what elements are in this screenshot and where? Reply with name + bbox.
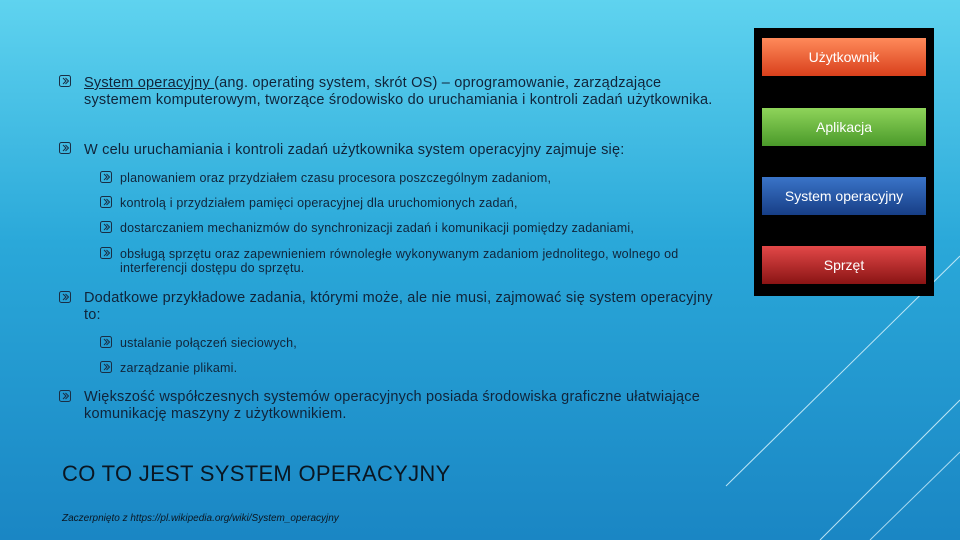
slide-title: CO TO JEST SYSTEM OPERACYJNY [62,461,451,486]
bullet-1-text: (ang. operating system, skrót OS) – oprogramowanie, zarządzające systemem komputerowym, tworzące środowisko do uruchamiania i kontroli zadań użytkownika. [84,75,713,108]
sub-bullet-2-1: planowaniem oraz przydziałem czasu procesora poszczególnym zadaniom, [120,171,552,185]
layer-sprzet [762,246,926,284]
bullet-icon [59,75,71,87]
sub-bullet-2-2: kontrolą i przydziałem pamięci operacyjnej dla uruchomionych zadań, [120,196,518,210]
layer-aplikacja-label: Aplikacja [815,119,873,135]
bullet-icon [59,291,71,303]
term-system-operacyjny[interactable]: System operacyjny [84,75,215,91]
bullet-2: W celu uruchamiania i kontroli zadań użytkownika system operacyjny zajmuje się: [84,142,625,158]
sub-bullet-icon [100,247,112,259]
bullet-3: Dodatkowe przykładowe zadania, którymi może, ale nie musi, zajmować się system operacyjny to: [84,290,713,323]
bullet-icon [59,390,71,402]
bullet-1 [84,75,724,109]
sub-bullet-3-1: ustalanie połączeń sieciowych, [120,336,297,350]
bullet-4: Większość współczesnych systemów operacyjnych posiada środowiska graficzne ułatwiające komunikację maszyny z użytkownikiem. [84,389,700,422]
layer-sprzet-label: Sprzęt [823,257,865,273]
sub-bullet-2-3: dostarczaniem mechanizmów do synchronizacji zadań i komunikacji pomiędzy zadaniami, [120,221,635,235]
os-layer-diagram [754,28,934,296]
layer-uzytkownik-label: Użytkownik [808,49,880,65]
sub-bullet-3-2: zarządzanie plikami. [120,361,238,375]
bullet-icon [59,142,71,154]
sub-bullet-icon [100,361,112,373]
sub-bullet-icon [100,221,112,233]
source-note: Zaczerpnięto z https://pl.wikipedia.org/wiki/System_operacyjny [62,513,339,524]
sub-bullet-icon [100,171,112,183]
sub-bullet-icon [100,336,112,348]
sub-bullet-2-4: obsługą sprzętu oraz zapewnieniem równoległe wykonywanym zadaniom jednolitego, wolnego od interferencji dostępu do sprzętu. [120,247,679,275]
layer-system-operacyjny [762,177,926,215]
layer-system-operacyjny-label: System operacyjny [784,188,904,204]
layer-aplikacja [762,108,926,146]
sub-bullet-icon [100,196,112,208]
layer-uzytkownik [762,38,926,76]
